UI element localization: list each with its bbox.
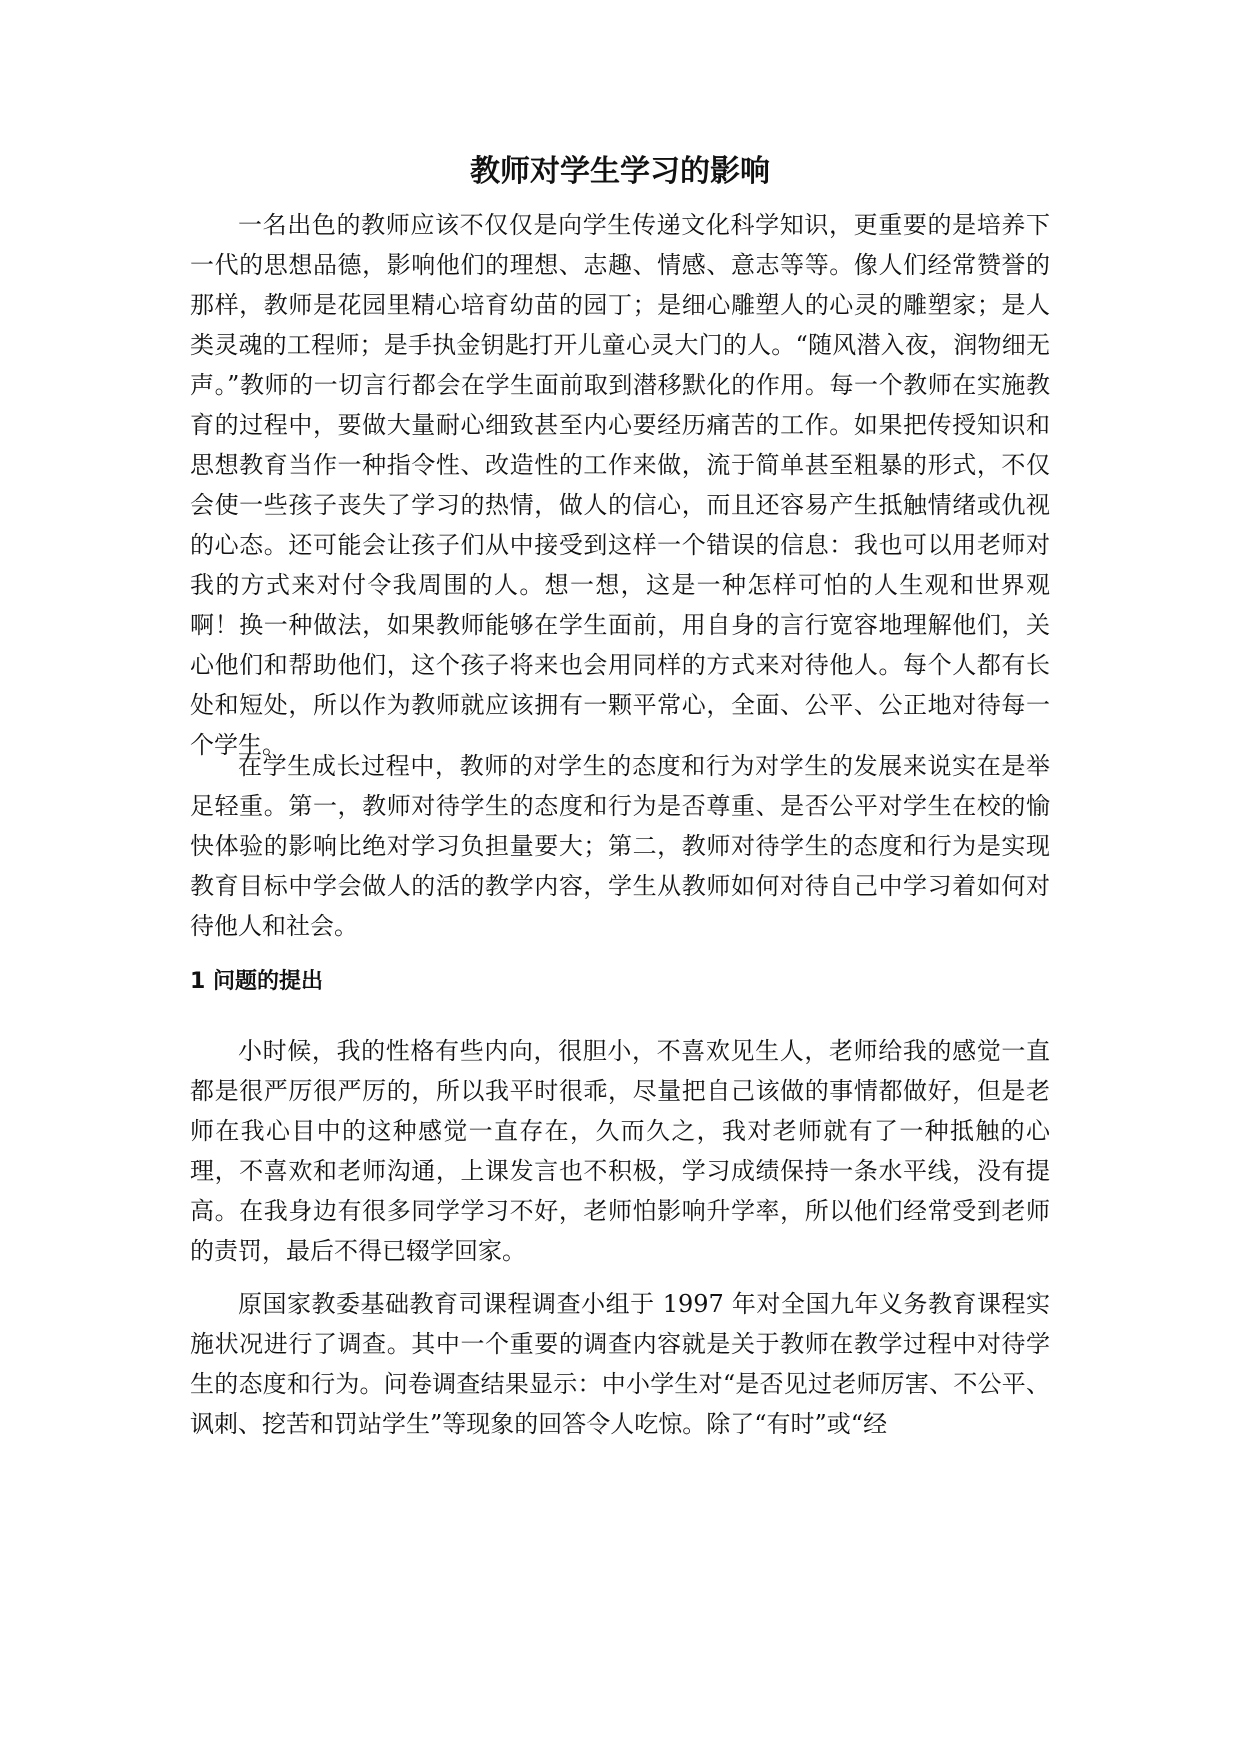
section-heading: 1 问题的提出 xyxy=(190,969,323,994)
paragraph-4: 原国家教委基础教育司课程调查小组于 1997 年对全国九年义务教育课程实施状况进行了调查。其中一个重要的调查内容就是关于教师在教学过程中对待学生的态度和行为。问卷调查结果显示：中小学生对“是否见过老师厉害、不公平、讽刺、挖苦和罚站学生”等现象的回答令人吃惊。除了“有时”或“经 xyxy=(190,1290,1050,1438)
paragraph-3: 小时候，我的性格有些内向，很胆小，不喜欢见生人，老师给我的感觉一直都是很严厉很严厉的，所以我平时很乖，尽量把自己该做的事情都做好，但是老师在我心目中的这种感觉一直存在，久而久之，我对老师就有了一种抵触的心理，不喜欢和老师沟通，上课发言也不积极，学习成绩保持一条水平线，没有提高。在我身边有很多同学学习不好，老师怕影响升学率，所以他们经常受到老师的责罚，最后不得已辍学回家。 xyxy=(190,1037,1050,1265)
page-title: 教师对学生学习的影响 xyxy=(470,154,770,189)
paragraph-2: 在学生成长过程中，教师的对学生的态度和行为对学生的发展来说实在是举足轻重。第一，教师对待学生的态度和行为是否尊重、是否公平对学生在校的愉快体验的影响比绝对学习负担量要大；第二，教师对待学生的态度和行为是实现教育目标中学会做人的活的教学内容，学生从教师如何对待自己中学习着如何对待他人和社会。 xyxy=(190,752,1050,940)
paragraph-1: 一名出色的教师应该不仅仅是向学生传递文化科学知识，更重要的是培养下一代的思想品德，影响他们的理想、志趣、情感、意志等等。像人们经常赞誉的那样，教师是花园里精心培育幼苗的园丁；是细心雕塑人的心灵的雕塑家；是人类灵魂的工程师；是手执金钥匙打开儿童心灵大门的人。“随风潜入夜，润物细无声。”教师的一切言行都会在学生面前取到潜移默化的作用。每一个教师在实施教育的过程中，要做大量耐心细致甚至内心要经历痛苦的工作。如果把传授知识和思想教育当作一种指令性、改造性的工作来做，流于简单甚至粗暴的形式，不仅会使一些孩子丧失了学习的热情，做人的信心，而且还容易产生抵触情绪或仇视的心态。还可能会让孩子们从中接受到这样一个错误的信息：我也可以用老师对我的方式来对付令我周围的人。想一想，这是一种怎样可怕的人生观和世界观啊！换一种做法，如果教师能够在学生面前，用自身的言行宽容地理解他们，关心他们和帮助他们，这个孩子将来也会用同样的方式来对待他人。每个人都有长处和短处，所以作为教师就应该拥有一颗平常心，全面、公平、公正地对待每一个学生。 xyxy=(190,211,1050,759)
